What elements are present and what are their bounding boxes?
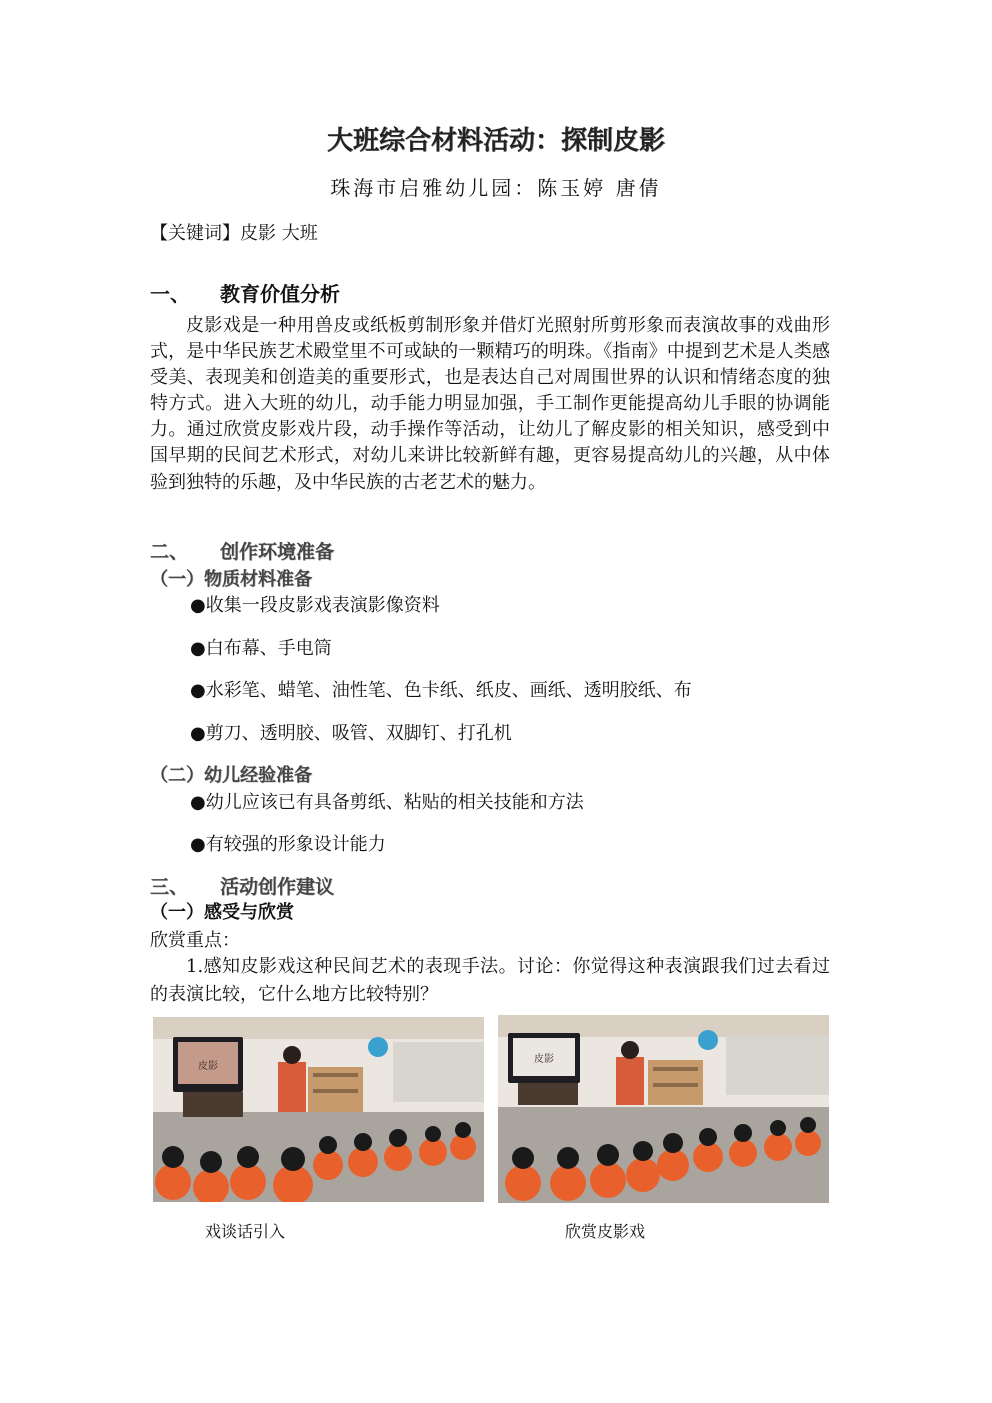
list-item: ●有较强的形象设计能力	[190, 834, 386, 855]
document-title: 大班综合材料活动：探制皮影	[326, 126, 665, 156]
section-3-title: 活动创作建议	[220, 876, 335, 898]
list-item: ●水彩笔、蜡笔、油性笔、色卡纸、纸皮、画纸、透明胶纸、布	[190, 680, 692, 701]
section-1-title: 教育价值分析	[220, 282, 340, 306]
classroom-photo-2-illustration	[498, 1015, 829, 1203]
section-3-heading	[150, 872, 334, 899]
section-3-number: 三、	[150, 876, 189, 898]
section-2-sub-2-heading: （二）幼儿经验准备	[150, 765, 312, 786]
section-2-title: 创作环境准备	[220, 541, 335, 563]
section-1-number: 一、	[150, 282, 190, 306]
classroom-photo-1-illustration	[153, 1017, 484, 1202]
tv-screen-text: 皮影	[534, 1054, 554, 1065]
photo-caption-1: 戏谈话引入	[205, 1222, 286, 1241]
section-2-sub-1-heading: （一）物质材料准备	[150, 569, 312, 590]
section-3-paragraph: 1.感知皮影戏这种民间艺术的表现手法。讨论：你觉得这种表演跟我们过去看过的表演比较，它什么地方比较特别？	[150, 956, 830, 1005]
section-1-paragraph: 皮影戏是一种用兽皮或纸板剪制形象并借灯光照射所剪形象而表演故事的戏曲形式，是中华民族艺术殿堂里不可或缺的一颗精巧的明珠。《指南》中提到艺术是人类感受美、表现美和创造美的重要形式，也是表达自己对周围世界的认识和情绪态度的独特方式。进入大班的幼儿，动手能力明显加强，手工制作更能提高幼儿手眼的协调能力。通过欣赏皮影戏片段，动手操作等活动，让幼儿了解皮影的相关知识，感受到中国早期的民间艺术形式，对幼儿来讲比较新鲜有趣，更容易提高幼儿的兴趣，从中体验到独特的乐趣，及中华民族的古老艺术的魅力。	[150, 315, 830, 493]
focus-label: 欣赏重点：	[150, 930, 240, 951]
photo-caption-2: 欣赏皮影戏	[565, 1222, 646, 1241]
keywords: 【关键词】皮影 大班	[150, 223, 318, 244]
section-1-heading	[150, 278, 340, 307]
section-2-heading	[150, 537, 334, 564]
list-item: ●白布幕、手电筒	[190, 638, 332, 659]
section-3-sub-1-heading: （一）感受与欣赏	[150, 902, 294, 923]
list-item: ●剪刀、透明胶、吸管、双脚钉、打孔机	[190, 723, 512, 744]
classroom-photo-2	[498, 1015, 829, 1203]
section-2-number: 二、	[150, 541, 189, 563]
list-item: ●收集一段皮影戏表演影像资料	[190, 595, 440, 616]
author-line: 珠海市启雅幼儿园：陈玉婷 唐倩	[330, 176, 662, 200]
classroom-photo-1	[153, 1017, 484, 1202]
list-item: ●幼儿应该已有具备剪纸、粘贴的相关技能和方法	[190, 792, 584, 813]
tv-screen-text: 皮影	[198, 1061, 218, 1072]
